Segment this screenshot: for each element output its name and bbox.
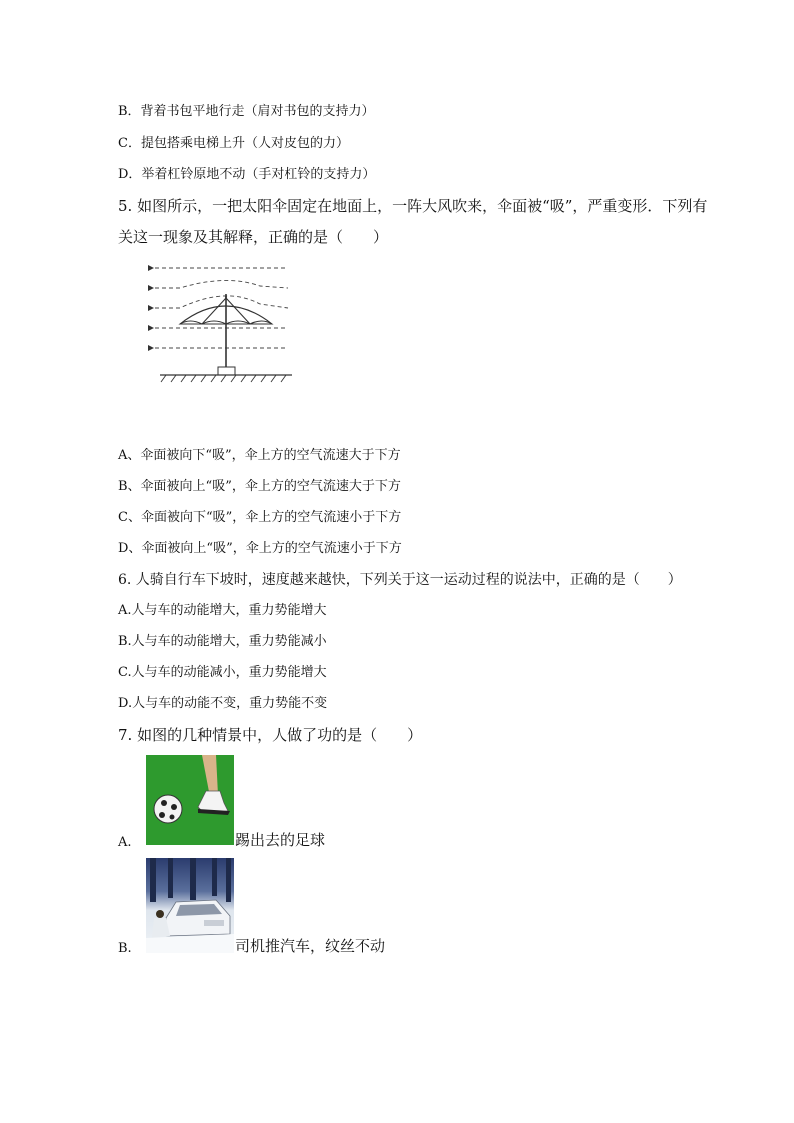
umbrella-airflow-diagram — [140, 258, 300, 388]
q5-option-c: C、伞面被向下“吸”，伞上方的空气流速小于下方 — [118, 510, 402, 525]
push-car-image — [146, 858, 234, 953]
q4-option-c: C．提包搭乘电梯上升（人对皮包的力） — [118, 136, 349, 151]
q6-option-b: B.人与车的动能增大，重力势能减小 — [118, 634, 327, 649]
q5-option-d: D、伞面被向上“吸”，伞上方的空气流速小于下方 — [118, 541, 402, 556]
q7-option-a-text: 踢出去的足球 — [235, 831, 326, 849]
q6-option-d: D.人与车的动能不变，重力势能不变 — [118, 696, 328, 711]
q6-option-a: A.人与车的动能增大，重力势能增大 — [118, 603, 327, 618]
airflow-line — [148, 280, 288, 288]
q5-option-a: A、伞面被向下“吸”，伞上方的空气流速大于下方 — [118, 448, 401, 463]
q5-option-b: B、伞面被向上“吸”，伞上方的空气流速大于下方 — [118, 479, 401, 494]
q6-option-c: C.人与车的动能减小，重力势能增大 — [118, 665, 327, 680]
q4-option-d: D．举着杠铃原地不动（手对杠铃的支持力） — [118, 167, 376, 182]
soccer-ball-icon — [154, 795, 182, 823]
person-head — [156, 910, 164, 918]
q7-option-b-label: B. — [118, 941, 132, 956]
q5-stem-line2: 关这一现象及其解释，正确的是（ ） — [118, 228, 389, 246]
q7-option-b-text: 司机推汽车，纹丝不动 — [235, 937, 386, 955]
q7-stem: 7. 如图的几种情景中，人做了功的是（ ） — [118, 726, 423, 744]
umbrella-base — [218, 367, 235, 375]
q4-option-b: B．背着书包平地行走（肩对书包的支持力） — [118, 104, 375, 119]
umbrella — [180, 294, 272, 368]
q6-stem: 6. 人骑自行车下坡时，速度越来越快，下列关于这一运动过程的说法中，正确的是（ ） — [118, 572, 682, 588]
q7-option-a-label: A. — [118, 835, 132, 850]
q5-stem-line1: 5. 如图所示，一把太阳伞固定在地面上，一阵大风吹来，伞面被“吸”，严重变形．下列有 — [118, 197, 708, 215]
soccer-kick-image — [146, 755, 234, 845]
